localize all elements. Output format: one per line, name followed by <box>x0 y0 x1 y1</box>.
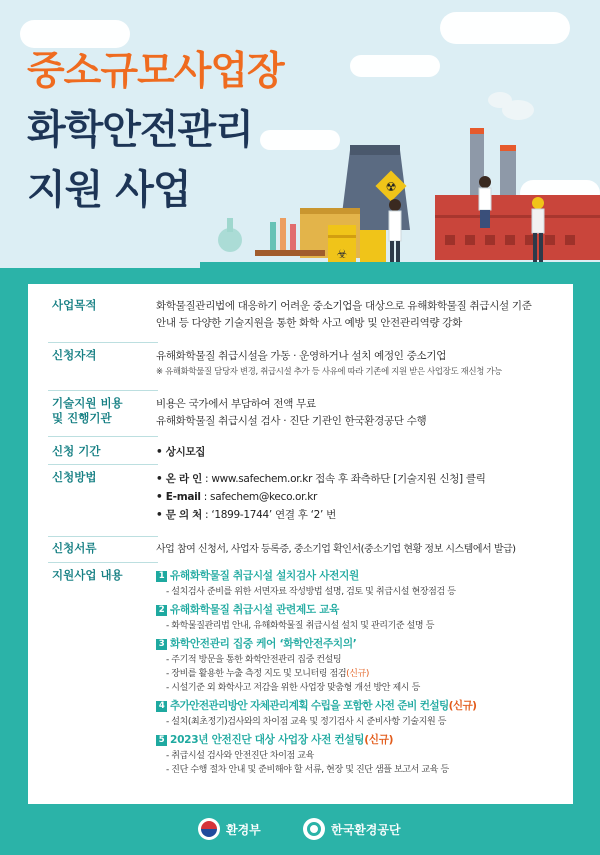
ministry-logo <box>198 818 261 840</box>
divider <box>48 464 158 465</box>
cost-label-line1: 기술지원 비용 <box>52 396 123 410</box>
svg-text:☣: ☣ <box>336 247 348 261</box>
new-badge: (신규) <box>448 700 477 712</box>
program-item <box>156 698 561 729</box>
email-value[interactable]: : safechem@keco.or.kr <box>200 491 318 503</box>
online-key: • 온 라 인 <box>156 473 203 485</box>
eligibility-content <box>156 348 561 377</box>
cost-line2: 유해화학물질 취급시설 검사 · 진단 기관인 한국환경공단 수행 <box>156 415 427 427</box>
program-detail: - 시설기준 외 화학사고 저감을 위한 사업장 맞춤형 개선 방안 제시 등 <box>166 683 420 693</box>
page-title-line1: 중소규모사업장 <box>27 49 284 94</box>
page-title-line2: 화학안전관리 <box>27 107 253 153</box>
divider <box>48 562 158 563</box>
program-number: 3 <box>156 639 167 650</box>
purpose-line1: 화학물질관리법에 대응하기 어려운 중소기업을 대상으로 유해화학물질 취급시설 기준 <box>156 300 532 312</box>
purpose-content <box>156 298 561 332</box>
keco-logo <box>303 818 401 840</box>
new-badge: (신규) <box>346 669 369 679</box>
email-key: • E-mail <box>156 491 201 503</box>
cloud-decoration <box>440 12 570 44</box>
cloud-decoration <box>350 55 440 77</box>
keco-icon <box>303 818 325 840</box>
contact-value: : ‘1899-1744’ 연결 후 ‘2’ 번 <box>202 509 336 521</box>
documents-value: 사업 참여 신청서, 사업자 등록증, 중소기업 확인서(중소기업 현황 정보 시스템에서 발급) <box>156 544 516 555</box>
program-number: 2 <box>156 605 167 616</box>
program-item <box>156 602 561 633</box>
cost-content <box>156 396 561 430</box>
online-value[interactable]: : www.safechem.or.kr 접속 후 좌측하단 [기술지원 신청] 클릭 <box>202 473 486 485</box>
divider <box>48 536 158 537</box>
svg-text:☢: ☢ <box>385 180 397 194</box>
eligibility-line1: 유해화학물질 취급시설을 가동 · 운영하거나 설치 예정인 중소기업 <box>156 350 447 362</box>
cost-label <box>52 396 157 426</box>
footer <box>0 804 600 855</box>
program-number: 1 <box>156 571 167 582</box>
documents-label: 신청서류 <box>52 541 97 555</box>
programs-list <box>156 568 561 777</box>
program-detail: - 설치검사 준비를 위한 서면자료 작성방법 설명, 검토 및 취급시설 현장점검 등 <box>166 587 456 597</box>
divider <box>48 342 158 343</box>
program-title: 화학안전관리 집중 케어 ‘화학안전주치의’ <box>170 638 357 650</box>
program-title: 2023년 안전진단 대상 사업장 사전 컨설팅 <box>170 734 365 746</box>
program-title: 유해화학물질 취급시설 관련제도 교육 <box>170 604 340 616</box>
factory-illustration <box>200 90 600 280</box>
page-title-line3: 지원 사업 <box>27 167 191 213</box>
method-content <box>156 470 561 524</box>
program-item <box>156 636 561 695</box>
program-detail: - 취급시설 검사와 안전진단 차이점 교육 <box>166 751 314 761</box>
program-item <box>156 732 561 777</box>
program-detail: - 주기적 방문을 통한 화학안전관리 집중 컨설팅 <box>166 655 342 665</box>
program-detail: - 설치(최초정기)검사와의 차이점 교육 및 정기검사 시 준비사항 기술지원 등 <box>166 717 447 727</box>
contact-key: • 문 의 처 <box>156 509 203 521</box>
program-title: 추가안전관리방안 자체관리계획 수립을 포함한 사전 준비 컨설팅 <box>170 700 449 712</box>
program-detail: - 진단 수행 절차 안내 및 준비해야 할 서류, 현장 및 진단 샘플 보고서 교육 등 <box>166 765 449 775</box>
method-label: 신청방법 <box>52 470 97 484</box>
period-label: 신청 기간 <box>52 444 101 458</box>
program-detail: - 화학물질관리법 안내, 유해화학물질 취급시설 설치 및 관리기준 설명 등 <box>166 621 434 631</box>
eligibility-note: ※ 유해화학물질 담당자 변경, 취급시설 추가 등 사유에 따라 기존에 지원 받은 사업장도 재신청 가능 <box>156 366 502 376</box>
new-badge: (신규) <box>364 734 394 746</box>
program-number: 4 <box>156 701 167 712</box>
ministry-name: 환경부 <box>226 822 261 837</box>
program-detail: - 장비를 활용한 누출 측정 지도 및 모니터링 점검 <box>166 669 347 679</box>
eligibility-label: 신청자격 <box>52 348 97 362</box>
purpose-line2: 안내 등 다양한 기술지원을 통한 화학 사고 예방 및 안전관리역량 강화 <box>156 317 462 329</box>
program-item <box>156 568 561 599</box>
programs-label: 지원사업 내용 <box>52 568 123 582</box>
cost-line1: 비용은 국가에서 부담하여 전액 무료 <box>156 398 316 410</box>
taegeuk-icon <box>198 818 220 840</box>
divider <box>48 390 158 391</box>
purpose-label: 사업목적 <box>52 298 97 312</box>
program-title: 유해화학물질 취급시설 설치검사 사전지원 <box>170 570 359 582</box>
cost-label-line2: 및 진행기관 <box>52 411 112 425</box>
period-value: • 상시모집 <box>156 446 206 458</box>
info-panel <box>28 284 573 804</box>
hero-banner <box>0 0 600 282</box>
program-number: 5 <box>156 735 167 746</box>
keco-name: 한국환경공단 <box>331 822 401 837</box>
divider <box>48 436 158 437</box>
